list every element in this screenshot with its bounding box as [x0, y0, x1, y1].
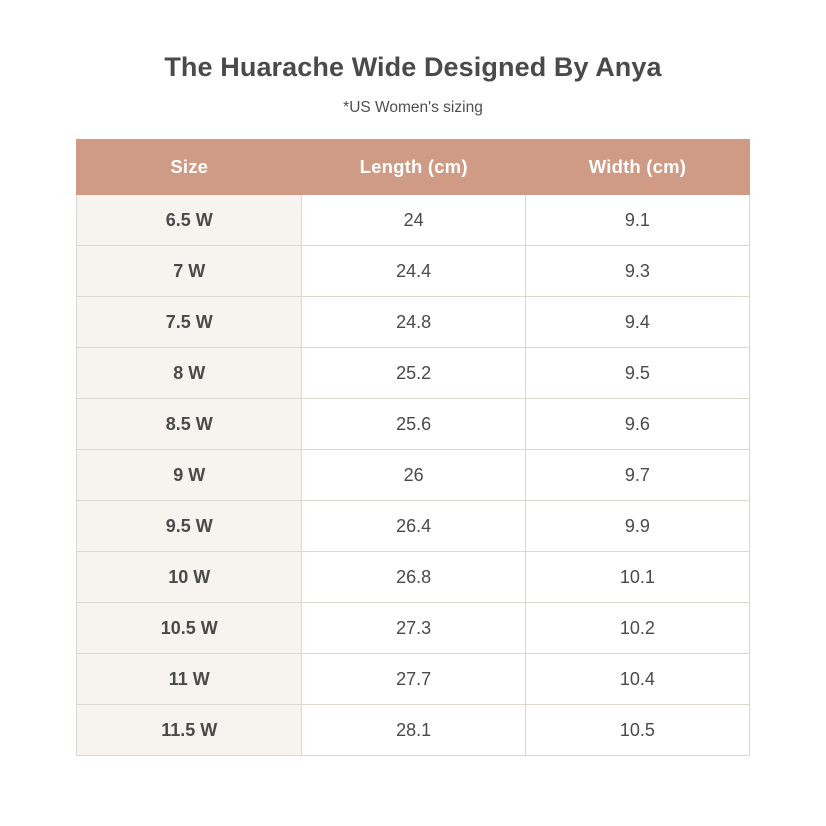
cell-width: 9.1 [525, 195, 749, 246]
table-header [77, 140, 750, 195]
cell-size: 9 W [77, 450, 302, 501]
cell-width: 9.5 [525, 348, 749, 399]
cell-width: 10.2 [525, 603, 749, 654]
cell-length: 27.3 [302, 603, 525, 654]
size-chart-table [76, 139, 750, 756]
table-row [77, 297, 750, 348]
cell-size: 9.5 W [77, 501, 302, 552]
cell-size: 7.5 W [77, 297, 302, 348]
table-row [77, 195, 750, 246]
cell-length: 26.8 [302, 552, 525, 603]
table-row [77, 705, 750, 756]
table-row [77, 246, 750, 297]
column-header-width: Width (cm) [525, 140, 749, 195]
sizing-note: *US Women's sizing [343, 99, 483, 116]
cell-length: 26.4 [302, 501, 525, 552]
table-row [77, 399, 750, 450]
column-header-length: Length (cm) [302, 140, 525, 195]
cell-width: 9.3 [525, 246, 749, 297]
cell-size: 7 W [77, 246, 302, 297]
cell-length: 24 [302, 195, 525, 246]
cell-size: 10.5 W [77, 603, 302, 654]
cell-size: 8.5 W [77, 399, 302, 450]
column-header-size: Size [77, 140, 302, 195]
table-row [77, 552, 750, 603]
cell-length: 24.4 [302, 246, 525, 297]
cell-length: 25.6 [302, 399, 525, 450]
cell-width: 9.9 [525, 501, 749, 552]
cell-width: 9.6 [525, 399, 749, 450]
cell-width: 9.7 [525, 450, 749, 501]
cell-length: 24.8 [302, 297, 525, 348]
table-header-row [77, 140, 750, 195]
cell-length: 25.2 [302, 348, 525, 399]
cell-size: 8 W [77, 348, 302, 399]
cell-size: 6.5 W [77, 195, 302, 246]
size-table-container [76, 139, 750, 756]
cell-length: 27.7 [302, 654, 525, 705]
table-row [77, 603, 750, 654]
cell-width: 10.4 [525, 654, 749, 705]
cell-width: 10.1 [525, 552, 749, 603]
table-body [77, 195, 750, 756]
table-row [77, 654, 750, 705]
table-row [77, 450, 750, 501]
cell-length: 26 [302, 450, 525, 501]
page-title: The Huarache Wide Designed By Anya [164, 52, 662, 82]
cell-width: 10.5 [525, 705, 749, 756]
cell-length: 28.1 [302, 705, 525, 756]
cell-size: 11 W [77, 654, 302, 705]
table-row [77, 501, 750, 552]
cell-width: 9.4 [525, 297, 749, 348]
cell-size: 10 W [77, 552, 302, 603]
cell-size: 11.5 W [77, 705, 302, 756]
table-row [77, 348, 750, 399]
